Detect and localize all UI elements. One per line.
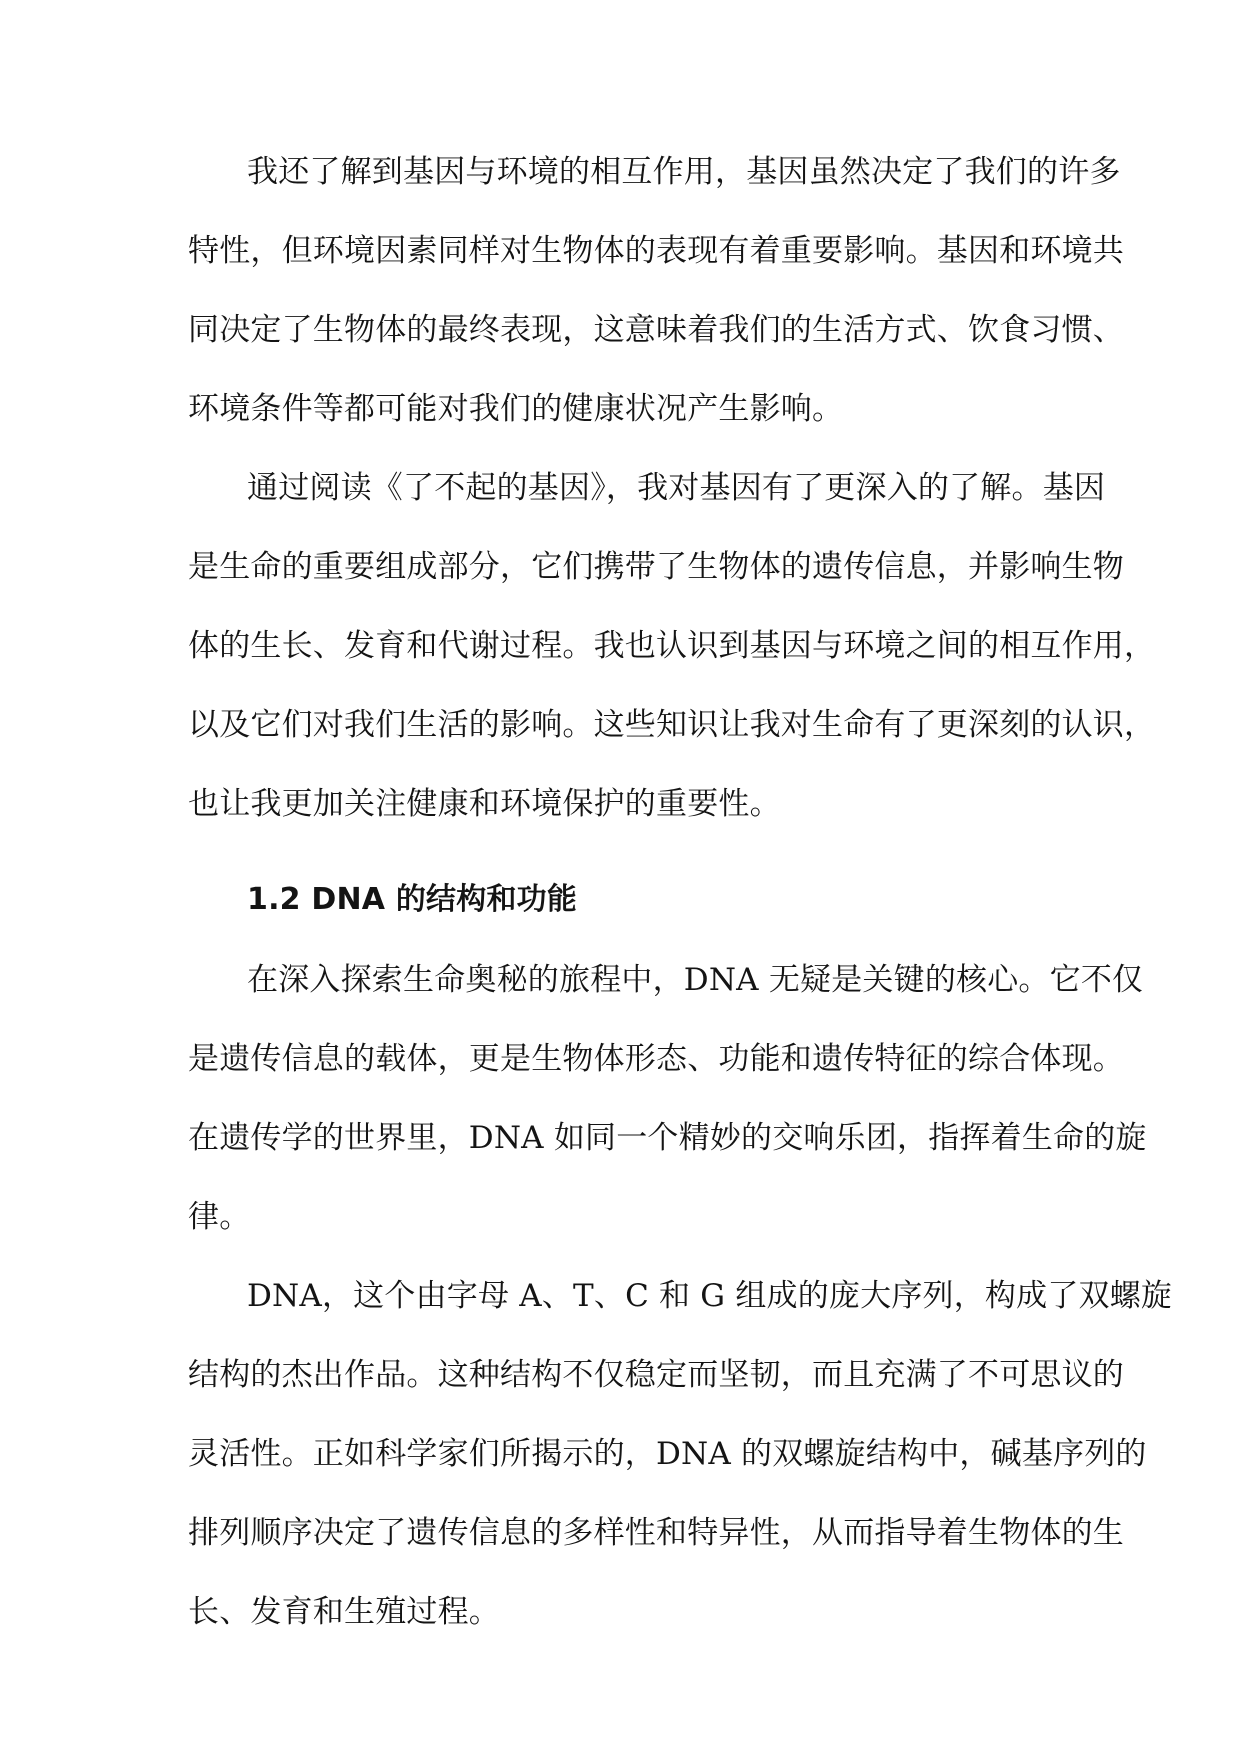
paragraph-1-line-1: 我还了解到基因与环境的相互作用，基因虽然决定了我们的许多 xyxy=(247,154,1121,190)
paragraph-3-line-1: 在深入探索生命奥秘的旅程中，DNA 无疑是关键的核心。它不仅 xyxy=(247,962,1144,998)
paragraph-1-line-3: 同决定了生物体的最终表现，这意味着我们的生活方式、饮食习惯、 xyxy=(188,312,1124,348)
paragraph-3-line-3: 在遗传学的世界里，DNA 如同一个精妙的交响乐团，指挥着生命的旋 xyxy=(188,1120,1147,1156)
paragraph-2-line-1: 通过阅读《了不起的基因》，我对基因有了更深入的了解。基因 xyxy=(247,470,1106,506)
paragraph-4-line-2: 结构的杰出作品。这种结构不仅稳定而坚韧，而且充满了不可思议的 xyxy=(188,1357,1124,1393)
paragraph-1-line-2: 特性，但环境因素同样对生物体的表现有着重要影响。基因和环境共 xyxy=(188,233,1124,269)
paragraph-2-line-3: 体的生长、发育和代谢过程。我也认识到基因与环境之间的相互作用， xyxy=(188,628,1156,664)
paragraph-2-line-5: 也让我更加关注健康和环境保护的重要性。 xyxy=(188,786,781,822)
paragraph-4-line-5: 长、发育和生殖过程。 xyxy=(188,1594,500,1630)
paragraph-3-line-2: 是遗传信息的载体，更是生物体形态、功能和遗传特征的综合体现。 xyxy=(188,1041,1124,1077)
paragraph-2-line-2: 是生命的重要组成部分，它们携带了生物体的遗传信息，并影响生物 xyxy=(188,549,1124,585)
paragraph-4-line-4: 排列顺序决定了遗传信息的多样性和特异性，从而指导着生物体的生 xyxy=(188,1515,1124,1551)
paragraph-4-line-1: DNA，这个由字母 A、T、C 和 G 组成的庞大序列，构成了双螺旋 xyxy=(247,1278,1173,1314)
paragraph-1-line-4: 环境条件等都可能对我们的健康状况产生影响。 xyxy=(188,391,844,427)
paragraph-4-line-3: 灵活性。正如科学家们所揭示的，DNA 的双螺旋结构中，碱基序列的 xyxy=(188,1436,1147,1472)
section-heading: 1.2 DNA 的结构和功能 xyxy=(247,882,578,917)
paragraph-3-line-4: 律。 xyxy=(188,1199,251,1235)
paragraph-2-line-4: 以及它们对我们生活的影响。这些知识让我对生命有了更深刻的认识， xyxy=(188,707,1156,743)
